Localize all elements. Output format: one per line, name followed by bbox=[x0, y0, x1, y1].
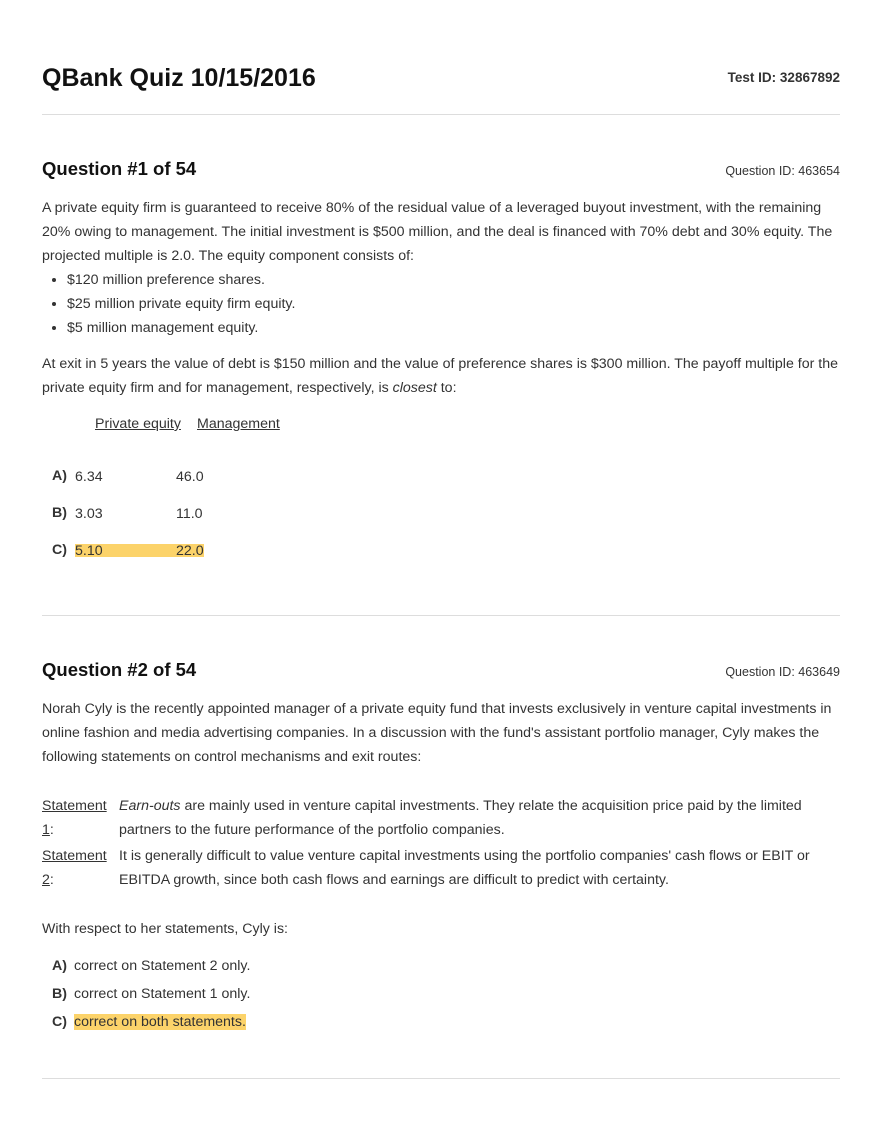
statement-2-label: Statement 2: bbox=[42, 848, 107, 888]
prompt-text: At exit in 5 years the value of debt is $150 million and the value of preference shares is $300 million. The payoff multiple for the private equity firm and for management, respectively, is bbox=[42, 356, 839, 396]
question-1-stem: A private equity firm is guaranteed to receive 80% of the residual value of a leveraged buyout investment, with the remaining 20% owing to management. The initial investment is $500 million, and the deal is financed with 70% debt and 30% equity. The projected multiple is 2.0. The equity component consists of: bbox=[42, 200, 833, 264]
list-item: • $25 million private equity firm equity. bbox=[67, 292, 827, 316]
question-divider bbox=[42, 1078, 840, 1079]
quiz-title: QBank Quiz 10/15/2016 bbox=[42, 64, 316, 92]
option-text: correct on Statement 1 only. bbox=[74, 986, 251, 1002]
statement-1-label: Statement 1: bbox=[42, 798, 107, 838]
option-letter: A) bbox=[52, 468, 67, 484]
column-header-private-equity: Private equity bbox=[95, 416, 181, 432]
option-letter: C) bbox=[52, 1014, 67, 1030]
question-2-header bbox=[42, 659, 840, 685]
option-mgmt-value: 22.0 bbox=[176, 543, 204, 559]
option-pe-value: 6.34 bbox=[75, 469, 103, 485]
question-1-header bbox=[42, 158, 840, 184]
list-item: • $120 million preference shares. bbox=[67, 268, 827, 292]
statement-label-word: Statement bbox=[42, 798, 107, 814]
quiz-header bbox=[42, 62, 840, 102]
equity-component-list bbox=[42, 268, 827, 340]
list-item: • $5 million management equity. bbox=[67, 316, 827, 340]
question-1-title: Question #1 of 54 bbox=[42, 158, 197, 179]
question-1-id: Question ID: 463654 bbox=[725, 164, 840, 178]
question-2-id: Question ID: 463649 bbox=[725, 665, 840, 679]
option-letter: B) bbox=[52, 986, 67, 1002]
header-divider bbox=[42, 114, 840, 115]
statement-2-text: It is generally difficult to value venture capital investments using the portfolio companies' cash flows or EBIT or EBITDA growth, since both cash flows and earnings are difficult to predict with certainty. bbox=[119, 848, 810, 888]
question-2-stem: Norah Cyly is the recently appointed manager of a private equity fund that invests exclusively in venture capital investments in online fashion and media advertising companies. In a discussion with the fund's assistant portfolio manager, Cyly makes the following statements on control mechanisms and exit routes: bbox=[42, 701, 832, 765]
option-text: correct on both statements. bbox=[74, 1014, 246, 1030]
statement-body: are mainly used in venture capital investments. They relate the acquisition price paid by the limited partners to the future performance of the portfolio companies. bbox=[119, 798, 802, 838]
option-letter: B) bbox=[52, 505, 67, 521]
statement-label-word: Statement bbox=[42, 848, 107, 864]
statement-emphasis: Earn-outs bbox=[119, 798, 181, 814]
test-id: Test ID: 32867892 bbox=[727, 70, 840, 85]
statement-label-number: 2 bbox=[42, 872, 50, 888]
question-divider bbox=[42, 615, 840, 616]
option-pe-value: 5.10 bbox=[75, 543, 103, 559]
option-letter: C) bbox=[52, 542, 67, 558]
question-2-title: Question #2 of 54 bbox=[42, 659, 197, 680]
statement-label-number: 1 bbox=[42, 822, 50, 838]
question-1-prompt bbox=[42, 352, 840, 400]
option-mgmt-value: 46.0 bbox=[176, 469, 204, 485]
option-mgmt-value: 11.0 bbox=[176, 506, 203, 522]
option-letter: A) bbox=[52, 958, 67, 974]
prompt-text-end: to: bbox=[436, 380, 457, 396]
option-text: correct on Statement 2 only. bbox=[74, 958, 251, 974]
prompt-emphasis: closest bbox=[392, 380, 437, 396]
column-header-management: Management bbox=[197, 416, 280, 432]
statement-1-text bbox=[119, 794, 839, 842]
question-2-prompt: With respect to her statements, Cyly is: bbox=[42, 921, 288, 937]
option-pe-value: 3.03 bbox=[75, 506, 103, 522]
